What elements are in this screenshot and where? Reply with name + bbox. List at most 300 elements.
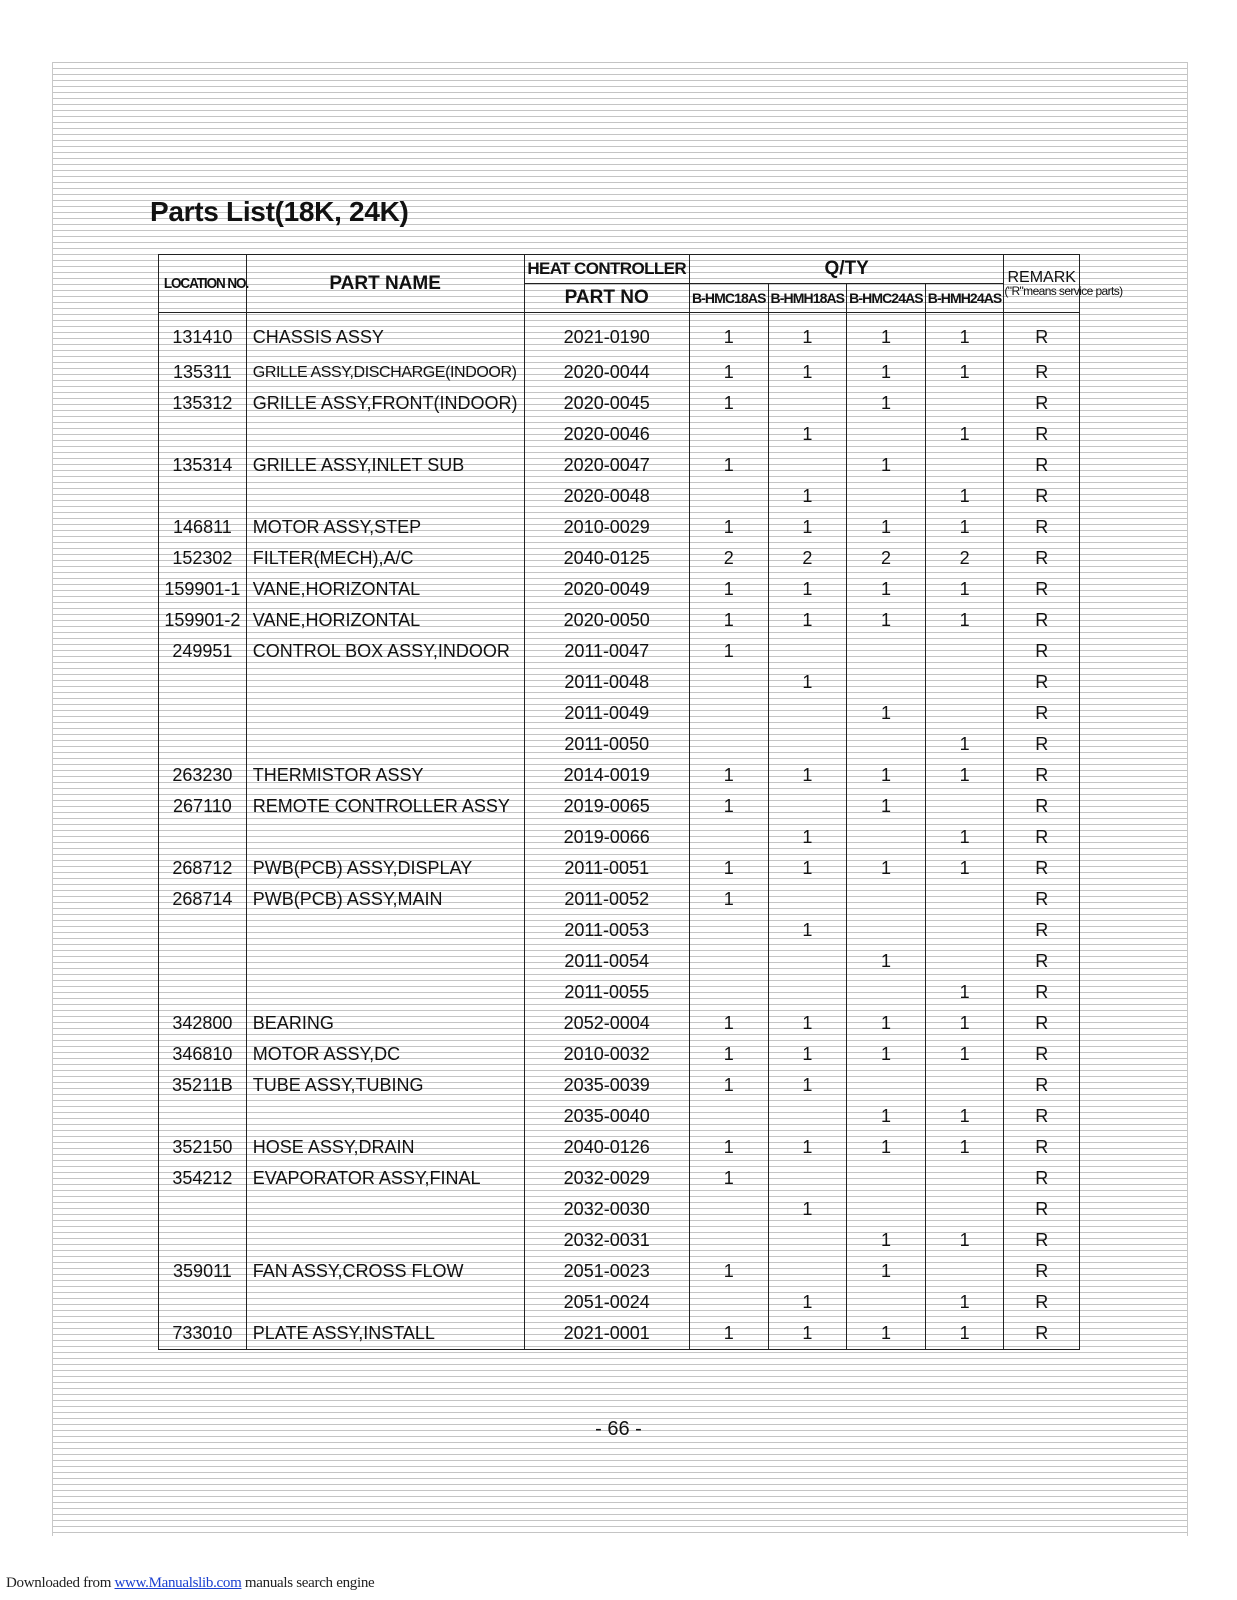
remark-cell: R (1004, 1008, 1080, 1039)
location-no-cell: 346810 (159, 1039, 247, 1070)
location-no-cell (159, 1194, 247, 1225)
table-row (159, 481, 1080, 512)
remark-cell: R (1004, 1256, 1080, 1287)
location-no-cell (159, 977, 247, 1008)
part-no-cell: 2021-0190 (524, 313, 689, 358)
location-no-cell: 268712 (159, 853, 247, 884)
table-row (159, 388, 1080, 419)
qty-cell-model-3: 1 (847, 1008, 926, 1039)
qty-cell-model-4: 1 (925, 822, 1004, 853)
qty-cell-model-1: 1 (689, 512, 768, 543)
qty-cell-model-2: 1 (768, 1194, 847, 1225)
location-no-cell: 135312 (159, 388, 247, 419)
location-no-cell: 342800 (159, 1008, 247, 1039)
location-no-cell (159, 729, 247, 760)
remark-cell: R (1004, 357, 1080, 388)
table-row (159, 1101, 1080, 1132)
qty-cell-model-4: 1 (925, 1287, 1004, 1318)
qty-cell-model-4 (925, 791, 1004, 822)
remark-cell: R (1004, 450, 1080, 481)
qty-cell-model-2: 1 (768, 512, 847, 543)
part-no-cell: 2051-0024 (524, 1287, 689, 1318)
location-no-cell: 131410 (159, 313, 247, 358)
header-heat-controller: HEAT CONTROLLER (524, 255, 689, 284)
remark-cell: R (1004, 729, 1080, 760)
table-row (159, 543, 1080, 574)
part-no-cell: 2040-0126 (524, 1132, 689, 1163)
remark-cell: R (1004, 1194, 1080, 1225)
remark-cell: R (1004, 512, 1080, 543)
qty-cell-model-1: 1 (689, 1070, 768, 1101)
part-name-cell: REMOTE CONTROLLER ASSY (246, 791, 524, 822)
part-no-cell: 2011-0049 (524, 698, 689, 729)
remark-cell: R (1004, 1163, 1080, 1194)
header-qty: Q/TY (689, 255, 1003, 284)
qty-cell-model-2: 1 (768, 1318, 847, 1350)
qty-cell-model-2 (768, 1256, 847, 1287)
part-no-cell: 2011-0055 (524, 977, 689, 1008)
table-row (159, 1070, 1080, 1101)
qty-cell-model-1: 1 (689, 574, 768, 605)
part-name-cell (246, 667, 524, 698)
part-name-cell (246, 1101, 524, 1132)
qty-cell-model-3: 1 (847, 698, 926, 729)
part-no-cell: 2011-0052 (524, 884, 689, 915)
qty-cell-model-3 (847, 977, 926, 1008)
table-row (159, 1008, 1080, 1039)
part-name-cell: EVAPORATOR ASSY,FINAL (246, 1163, 524, 1194)
table-row (159, 760, 1080, 791)
qty-cell-model-4 (925, 1194, 1004, 1225)
qty-cell-model-2 (768, 698, 847, 729)
header-location-no: LOCATION NO. (163, 255, 242, 313)
part-no-cell: 2020-0045 (524, 388, 689, 419)
qty-cell-model-2: 1 (768, 1287, 847, 1318)
qty-cell-model-4: 2 (925, 543, 1004, 574)
remark-cell: R (1004, 853, 1080, 884)
qty-cell-model-4: 1 (925, 481, 1004, 512)
qty-cell-model-1: 1 (689, 1039, 768, 1070)
qty-cell-model-3 (847, 1287, 926, 1318)
part-no-cell: 2020-0046 (524, 419, 689, 450)
part-no-cell: 2051-0023 (524, 1256, 689, 1287)
qty-cell-model-2: 1 (768, 853, 847, 884)
footer-suffix: manuals search engine (241, 1575, 375, 1591)
qty-cell-model-1: 2 (689, 543, 768, 574)
part-no-cell: 2021-0001 (524, 1318, 689, 1350)
table-row (159, 1132, 1080, 1163)
qty-cell-model-2: 1 (768, 605, 847, 636)
part-name-cell (246, 1287, 524, 1318)
qty-cell-model-1 (689, 481, 768, 512)
remark-cell: R (1004, 419, 1080, 450)
qty-cell-model-2 (768, 729, 847, 760)
qty-cell-model-2: 1 (768, 357, 847, 388)
remark-cell: R (1004, 543, 1080, 574)
qty-cell-model-3: 1 (847, 388, 926, 419)
qty-cell-model-2: 1 (768, 822, 847, 853)
qty-cell-model-3: 1 (847, 760, 926, 791)
qty-cell-model-1 (689, 1101, 768, 1132)
qty-cell-model-4: 1 (925, 357, 1004, 388)
part-name-cell: PLATE ASSY,INSTALL (246, 1318, 524, 1350)
qty-cell-model-3 (847, 729, 926, 760)
table-row (159, 822, 1080, 853)
table-row (159, 636, 1080, 667)
qty-cell-model-3: 1 (847, 1039, 926, 1070)
part-name-cell: GRILLE ASSY,INLET SUB (246, 450, 524, 481)
qty-cell-model-1 (689, 977, 768, 1008)
qty-cell-model-3 (847, 419, 926, 450)
table-row (159, 313, 1080, 358)
qty-cell-model-2: 2 (768, 543, 847, 574)
location-no-cell: 159901-1 (159, 574, 247, 605)
qty-cell-model-2: 1 (768, 1008, 847, 1039)
qty-cell-model-4 (925, 915, 1004, 946)
table-row (159, 1163, 1080, 1194)
qty-cell-model-3 (847, 636, 926, 667)
page-title: Parts List(18K, 24K) (150, 196, 409, 227)
part-name-cell (246, 915, 524, 946)
table-row (159, 791, 1080, 822)
part-no-cell: 2011-0047 (524, 636, 689, 667)
remark-cell: R (1004, 388, 1080, 419)
part-name-cell: GRILLE ASSY,DISCHARGE(INDOOR) (246, 357, 524, 388)
qty-cell-model-1 (689, 915, 768, 946)
part-name-cell: CONTROL BOX ASSY,INDOOR (246, 636, 524, 667)
qty-cell-model-1 (689, 419, 768, 450)
part-name-cell: PWB(PCB) ASSY,DISPLAY (246, 853, 524, 884)
part-no-cell: 2032-0029 (524, 1163, 689, 1194)
qty-cell-model-1 (689, 1194, 768, 1225)
table-row (159, 667, 1080, 698)
qty-cell-model-1: 1 (689, 791, 768, 822)
remark-cell: R (1004, 574, 1080, 605)
qty-cell-model-3: 1 (847, 1101, 926, 1132)
table-row (159, 512, 1080, 543)
qty-cell-model-1: 1 (689, 388, 768, 419)
qty-cell-model-1 (689, 946, 768, 977)
location-no-cell: 268714 (159, 884, 247, 915)
part-name-cell: FILTER(MECH),A/C (246, 543, 524, 574)
qty-cell-model-4 (925, 450, 1004, 481)
location-no-cell: 733010 (159, 1318, 247, 1350)
qty-cell-model-4 (925, 388, 1004, 419)
qty-cell-model-3: 2 (847, 543, 926, 574)
part-name-cell (246, 419, 524, 450)
part-no-cell: 2019-0066 (524, 822, 689, 853)
qty-cell-model-2 (768, 1163, 847, 1194)
remark-cell: R (1004, 605, 1080, 636)
table-row (159, 915, 1080, 946)
qty-cell-model-2: 1 (768, 760, 847, 791)
qty-cell-model-3: 1 (847, 574, 926, 605)
header-model-1: B-HMC18AS (689, 284, 768, 313)
qty-cell-model-2 (768, 977, 847, 1008)
remark-cell: R (1004, 822, 1080, 853)
qty-cell-model-4: 1 (925, 760, 1004, 791)
location-no-cell (159, 1225, 247, 1256)
table-row (159, 698, 1080, 729)
table-body (159, 313, 1080, 1350)
location-no-cell (159, 419, 247, 450)
table-row (159, 357, 1080, 388)
qty-cell-model-2 (768, 450, 847, 481)
table-row (159, 884, 1080, 915)
part-name-cell: CHASSIS ASSY (246, 313, 524, 358)
qty-cell-model-4: 1 (925, 1132, 1004, 1163)
qty-cell-model-2: 1 (768, 1070, 847, 1101)
qty-cell-model-3: 1 (847, 853, 926, 884)
manualslib-link[interactable]: www.Manualslib.com (114, 1575, 242, 1591)
qty-cell-model-3: 1 (847, 1318, 926, 1350)
qty-cell-model-4: 1 (925, 574, 1004, 605)
remark-cell: R (1004, 884, 1080, 915)
location-no-cell: 35211B (159, 1070, 247, 1101)
qty-cell-model-2 (768, 884, 847, 915)
part-no-cell: 2010-0032 (524, 1039, 689, 1070)
table-row (159, 574, 1080, 605)
location-no-cell (159, 1101, 247, 1132)
part-name-cell (246, 946, 524, 977)
part-no-cell: 2011-0048 (524, 667, 689, 698)
qty-cell-model-2 (768, 946, 847, 977)
part-name-cell (246, 977, 524, 1008)
qty-cell-model-3 (847, 667, 926, 698)
part-name-cell: FAN ASSY,CROSS FLOW (246, 1256, 524, 1287)
location-no-cell: 159901-2 (159, 605, 247, 636)
part-name-cell: BEARING (246, 1008, 524, 1039)
remark-cell: R (1004, 667, 1080, 698)
part-no-cell: 2020-0049 (524, 574, 689, 605)
qty-cell-model-2 (768, 636, 847, 667)
table-row (159, 729, 1080, 760)
location-no-cell: 146811 (159, 512, 247, 543)
location-no-cell: 359011 (159, 1256, 247, 1287)
qty-cell-model-4 (925, 1163, 1004, 1194)
part-name-cell (246, 1225, 524, 1256)
qty-cell-model-3 (847, 822, 926, 853)
qty-cell-model-2 (768, 1225, 847, 1256)
qty-cell-model-4 (925, 884, 1004, 915)
qty-cell-model-2 (768, 1101, 847, 1132)
qty-cell-model-3: 1 (847, 313, 926, 358)
qty-cell-model-4: 1 (925, 1101, 1004, 1132)
part-name-cell (246, 698, 524, 729)
location-no-cell: 152302 (159, 543, 247, 574)
table-header (159, 255, 1123, 313)
location-no-cell (159, 667, 247, 698)
remark-cell: R (1004, 915, 1080, 946)
qty-cell-model-1 (689, 698, 768, 729)
location-no-cell: 352150 (159, 1132, 247, 1163)
part-no-cell: 2032-0030 (524, 1194, 689, 1225)
qty-cell-model-1 (689, 667, 768, 698)
qty-cell-model-3: 1 (847, 512, 926, 543)
remark-cell: R (1004, 1225, 1080, 1256)
part-name-cell (246, 729, 524, 760)
location-no-cell: 135311 (159, 357, 247, 388)
qty-cell-model-4 (925, 946, 1004, 977)
part-name-cell: MOTOR ASSY,DC (246, 1039, 524, 1070)
part-no-cell: 2019-0065 (524, 791, 689, 822)
qty-cell-model-2: 1 (768, 1132, 847, 1163)
part-no-cell: 2020-0050 (524, 605, 689, 636)
table-row (159, 853, 1080, 884)
part-no-cell: 2011-0054 (524, 946, 689, 977)
qty-cell-model-4: 1 (925, 977, 1004, 1008)
qty-cell-model-1: 1 (689, 605, 768, 636)
qty-cell-model-1: 1 (689, 636, 768, 667)
part-name-cell: VANE,HORIZONTAL (246, 574, 524, 605)
qty-cell-model-1 (689, 822, 768, 853)
part-no-cell: 2020-0048 (524, 481, 689, 512)
remark-cell: R (1004, 1070, 1080, 1101)
qty-cell-model-4 (925, 1070, 1004, 1101)
qty-cell-model-1: 1 (689, 1008, 768, 1039)
qty-cell-model-4: 1 (925, 1318, 1004, 1350)
qty-cell-model-1 (689, 1287, 768, 1318)
qty-cell-model-4 (925, 698, 1004, 729)
table-row (159, 1318, 1080, 1350)
qty-cell-model-4: 1 (925, 853, 1004, 884)
remark-cell: R (1004, 1132, 1080, 1163)
qty-cell-model-1: 1 (689, 1318, 768, 1350)
qty-cell-model-2: 1 (768, 667, 847, 698)
header-model-4: B-HMH24AS (925, 284, 1004, 313)
qty-cell-model-4: 1 (925, 1008, 1004, 1039)
part-name-cell: THERMISTOR ASSY (246, 760, 524, 791)
qty-cell-model-1: 1 (689, 357, 768, 388)
table-row (159, 419, 1080, 450)
parts-table (158, 254, 1123, 1350)
header-part-name: PART NAME (246, 255, 524, 313)
table-row (159, 1039, 1080, 1070)
location-no-cell: 249951 (159, 636, 247, 667)
remark-cell: R (1004, 313, 1080, 358)
part-no-cell: 2020-0044 (524, 357, 689, 388)
part-name-cell (246, 1194, 524, 1225)
qty-cell-model-3 (847, 481, 926, 512)
location-no-cell (159, 698, 247, 729)
qty-cell-model-1: 1 (689, 853, 768, 884)
qty-cell-model-1: 1 (689, 313, 768, 358)
part-name-cell: TUBE ASSY,TUBING (246, 1070, 524, 1101)
table-row (159, 946, 1080, 977)
part-no-cell: 2035-0039 (524, 1070, 689, 1101)
header-remark-note: ("R"means service parts) (1004, 284, 1123, 298)
qty-cell-model-1: 1 (689, 1163, 768, 1194)
qty-cell-model-4: 1 (925, 605, 1004, 636)
qty-cell-model-3: 1 (847, 450, 926, 481)
qty-cell-model-4: 1 (925, 419, 1004, 450)
footer-prefix: Downloaded from (6, 1575, 115, 1591)
header-part-no: PART NO (524, 284, 689, 313)
qty-cell-model-4: 1 (925, 512, 1004, 543)
qty-cell-model-3 (847, 884, 926, 915)
part-name-cell: PWB(PCB) ASSY,MAIN (246, 884, 524, 915)
remark-cell: R (1004, 760, 1080, 791)
part-name-cell: VANE,HORIZONTAL (246, 605, 524, 636)
table-row (159, 605, 1080, 636)
qty-cell-model-3 (847, 1163, 926, 1194)
part-name-cell (246, 822, 524, 853)
part-no-cell: 2020-0047 (524, 450, 689, 481)
header-model-2: B-HMH18AS (768, 284, 847, 313)
remark-cell: R (1004, 1287, 1080, 1318)
part-no-cell: 2010-0029 (524, 512, 689, 543)
table-row (159, 977, 1080, 1008)
remark-cell: R (1004, 481, 1080, 512)
part-no-cell: 2014-0019 (524, 760, 689, 791)
qty-cell-model-1 (689, 1225, 768, 1256)
remark-cell: R (1004, 1039, 1080, 1070)
location-no-cell: 354212 (159, 1163, 247, 1194)
qty-cell-model-1: 1 (689, 1132, 768, 1163)
header-model-3: B-HMC24AS (847, 284, 926, 313)
qty-cell-model-4: 1 (925, 729, 1004, 760)
parts-table-wrapper (158, 254, 1123, 1350)
location-no-cell (159, 915, 247, 946)
part-no-cell: 2035-0040 (524, 1101, 689, 1132)
remark-cell: R (1004, 1101, 1080, 1132)
qty-cell-model-4: 1 (925, 313, 1004, 358)
remark-cell: R (1004, 977, 1080, 1008)
qty-cell-model-2: 1 (768, 481, 847, 512)
qty-cell-model-1 (689, 729, 768, 760)
table-row (159, 1225, 1080, 1256)
location-no-cell (159, 946, 247, 977)
remark-cell: R (1004, 946, 1080, 977)
location-no-cell: 135314 (159, 450, 247, 481)
remark-cell: R (1004, 1318, 1080, 1350)
part-no-cell: 2011-0051 (524, 853, 689, 884)
part-no-cell: 2011-0053 (524, 915, 689, 946)
part-no-cell: 2052-0004 (524, 1008, 689, 1039)
part-name-cell (246, 481, 524, 512)
location-no-cell (159, 481, 247, 512)
qty-cell-model-2: 1 (768, 313, 847, 358)
qty-cell-model-3: 1 (847, 357, 926, 388)
qty-cell-model-3: 1 (847, 1256, 926, 1287)
qty-cell-model-3: 1 (847, 946, 926, 977)
qty-cell-model-4 (925, 636, 1004, 667)
part-name-cell: MOTOR ASSY,STEP (246, 512, 524, 543)
table-row (159, 1256, 1080, 1287)
part-no-cell: 2032-0031 (524, 1225, 689, 1256)
table-row (159, 450, 1080, 481)
page-number: - 66 - (595, 1418, 642, 1440)
qty-cell-model-2 (768, 791, 847, 822)
qty-cell-model-2 (768, 388, 847, 419)
header-remark-label: REMARK (1007, 269, 1076, 286)
qty-cell-model-1: 1 (689, 450, 768, 481)
location-no-cell: 263230 (159, 760, 247, 791)
table-row (159, 1194, 1080, 1225)
part-no-cell: 2040-0125 (524, 543, 689, 574)
qty-cell-model-1: 1 (689, 760, 768, 791)
header-remark (1004, 255, 1123, 313)
part-name-cell: HOSE ASSY,DRAIN (246, 1132, 524, 1163)
remark-cell: R (1004, 636, 1080, 667)
qty-cell-model-3 (847, 915, 926, 946)
download-footer (6, 1575, 374, 1592)
qty-cell-model-3 (847, 1070, 926, 1101)
qty-cell-model-4 (925, 1256, 1004, 1287)
qty-cell-model-3 (847, 1194, 926, 1225)
qty-cell-model-3: 1 (847, 1225, 926, 1256)
qty-cell-model-3: 1 (847, 605, 926, 636)
